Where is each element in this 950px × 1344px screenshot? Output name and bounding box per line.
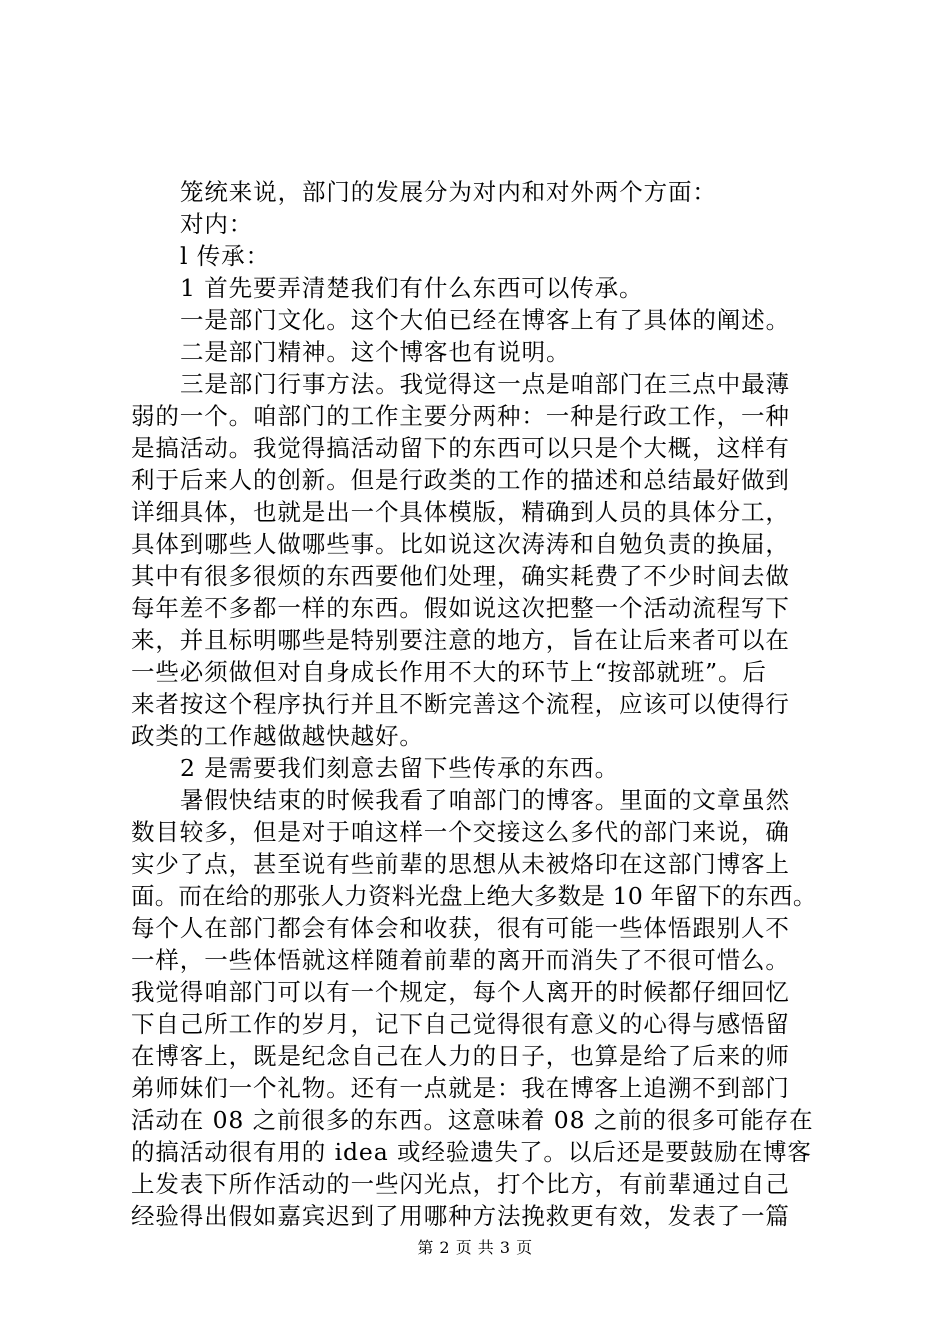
- page-footer: 第 2 页 共 3 页: [417, 1238, 533, 1257]
- paragraph-line: 上发表下所作活动的一些闪光点，打个比方，有前辈通过自己: [131, 1170, 790, 1198]
- paragraph-line: 数目较多，但是对于咱这样一个交接这么多代的部门来说，确: [131, 818, 790, 846]
- paragraph-line: 活动在 08 之前很多的东西。这意味着 08 之前的很多可能存在: [131, 1106, 814, 1134]
- paragraph-line: 弟师妹们一个礼物。还有一点就是：我在博客上追溯不到部门: [131, 1074, 790, 1102]
- paragraph-line: 来者按这个程序执行并且不断完善这个流程，应该可以使得行: [131, 690, 790, 718]
- paragraph-line: 每年差不多都一样的东西。假如说这次把整一个活动流程写下: [131, 594, 790, 622]
- paragraph-line: 其中有很多很烦的东西要他们处理，确实耗费了不少时间去做: [131, 562, 790, 590]
- paragraph-line: 暑假快结束的时候我看了咱部门的博客。里面的文章虽然: [180, 786, 790, 814]
- paragraph-line: 利于后来人的创新。但是行政类的工作的描述和总结最好做到: [131, 466, 790, 494]
- paragraph-line: 下自己所工作的岁月，记下自己觉得很有意义的心得与感悟留: [131, 1010, 790, 1038]
- paragraph-line: 对内：: [180, 210, 254, 238]
- paragraph-line: 面。而在给的那张人力资料光盘上绝大多数是 10 年留下的东西。: [131, 882, 817, 910]
- paragraph-line: 2 是需要我们刻意去留下些传承的东西。: [180, 754, 620, 782]
- paragraph-line: 笼统来说，部门的发展分为对内和对外两个方面：: [180, 178, 717, 206]
- paragraph-line: 是搞活动。我觉得搞活动留下的东西可以只是个大概，这样有: [131, 434, 790, 462]
- paragraph-line: 在博客上，既是纪念自己在人力的日子，也算是给了后来的师: [131, 1042, 790, 1070]
- paragraph-line: 一些必须做但对自身成长作用不大的环节上“按部就班”。后: [131, 658, 767, 686]
- section-heading: l 传承：: [180, 242, 270, 270]
- paragraph-line: 的搞活动很有用的 idea 或经验遗失了。以后还是要鼓励在博客: [131, 1138, 812, 1166]
- paragraph-line: 三是部门行事方法。我觉得这一点是咱部门在三点中最薄: [180, 370, 790, 398]
- paragraph-line: 二是部门精神。这个博客也有说明。: [180, 338, 571, 366]
- paragraph-line: 我觉得咱部门可以有一个规定，每个人离开的时候都仔细回忆: [131, 978, 790, 1006]
- paragraph-line: 弱的一个。咱部门的工作主要分两种：一种是行政工作，一种: [131, 402, 790, 430]
- paragraph-line: 一样，一些体悟就这样随着前辈的离开而消失了不很可惜么。: [131, 946, 790, 974]
- paragraph-line: 每个人在部门都会有体会和收获，很有可能一些体悟跟别人不: [131, 914, 790, 942]
- paragraph-line: 来，并且标明哪些是特别要注意的地方，旨在让后来者可以在: [131, 626, 790, 654]
- paragraph-line: 具体到哪些人做哪些事。比如说这次涛涛和自勉负责的换届，: [131, 530, 790, 558]
- paragraph-line: 详细具体，也就是出一个具体模版，精确到人员的具体分工，: [131, 498, 790, 526]
- paragraph-line: 一是部门文化。这个大伯已经在博客上有了具体的阐述。: [180, 306, 790, 334]
- paragraph-line: 实少了点，甚至说有些前辈的思想从未被烙印在这部门博客上: [131, 850, 790, 878]
- paragraph-line: 经验得出假如嘉宾迟到了用哪种方法挽救更有效，发表了一篇: [131, 1202, 790, 1230]
- paragraph-line: 1 首先要弄清楚我们有什么东西可以传承。: [180, 274, 644, 302]
- paragraph-line: 政类的工作越做越快越好。: [131, 722, 424, 750]
